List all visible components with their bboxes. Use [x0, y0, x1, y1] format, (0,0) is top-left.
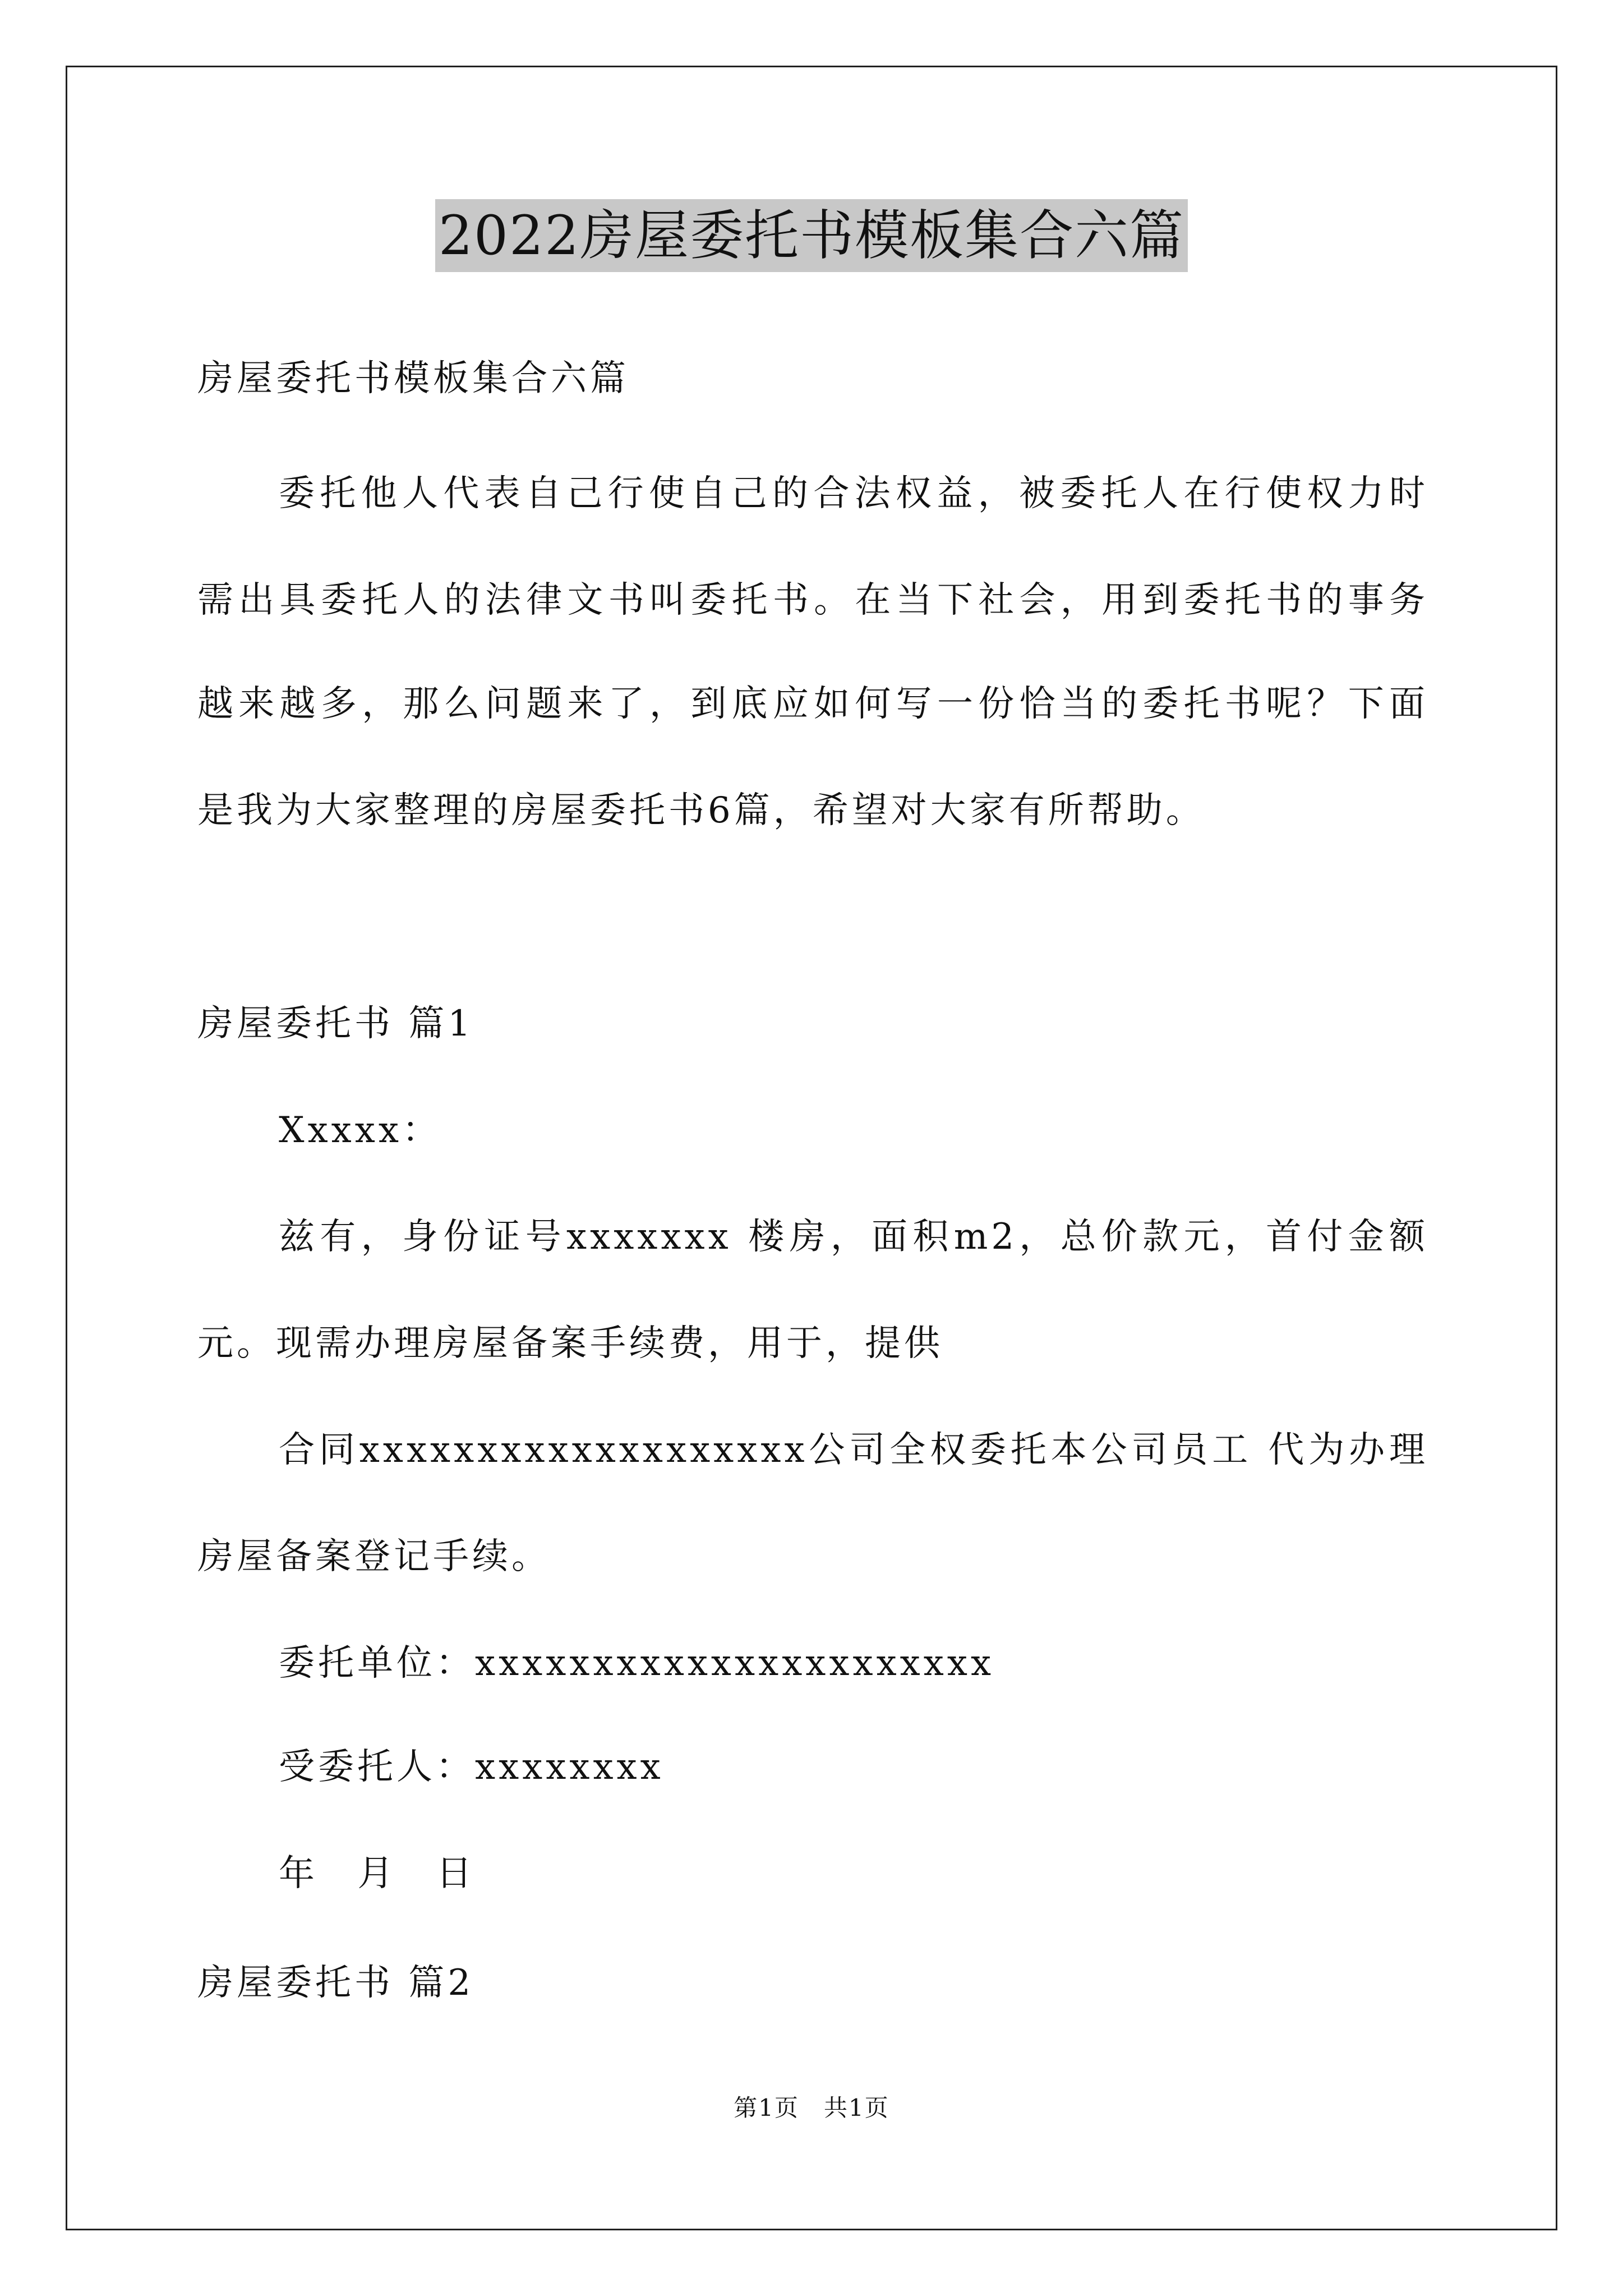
body-line-2: 元。现需办理房屋备案手续费，用于，提供: [197, 1323, 943, 1364]
body-line-3: 合同xxxxxxxxxxxxxxxxxxx公司全权委托本公司员工 代为办理: [279, 1429, 1428, 1471]
entrusting-unit: 委托单位：xxxxxxxxxxxxxxxxxxxxxx: [279, 1642, 995, 1684]
document-subtitle: 房屋委托书模板集合六篇: [197, 358, 629, 399]
intro-line-1: 委托他人代表自己行使自己的合法权益，被委托人在行使权力时: [279, 473, 1428, 514]
salutation: Xxxxx：: [279, 1110, 441, 1151]
page-footer: 第1页 共1页: [734, 2094, 889, 2122]
intro-line-4: 是我为大家整理的房屋委托书6篇，希望对大家有所帮助。: [197, 790, 1205, 831]
trustee: 受委托人：xxxxxxxx: [279, 1746, 664, 1788]
date-line: 年 月 日: [279, 1853, 488, 1894]
title-container: [0, 199, 1623, 272]
document-title: 2022房屋委托书模板集合六篇: [435, 199, 1188, 272]
body-line-4: 房屋备案登记手续。: [197, 1536, 551, 1577]
body-line-1: 兹有，身份证号xxxxxxx 楼房，面积m2，总价款元，首付金额: [279, 1216, 1428, 1258]
section-heading-1: 房屋委托书 篇1: [197, 1003, 474, 1045]
intro-line-3: 越来越多，那么问题来了，到底应如何写一份恰当的委托书呢？下面: [197, 683, 1428, 725]
section-heading-2: 房屋委托书 篇2: [197, 1962, 474, 2004]
intro-line-2: 需出具委托人的法律文书叫委托书。在当下社会，用到委托书的事务: [197, 579, 1428, 621]
